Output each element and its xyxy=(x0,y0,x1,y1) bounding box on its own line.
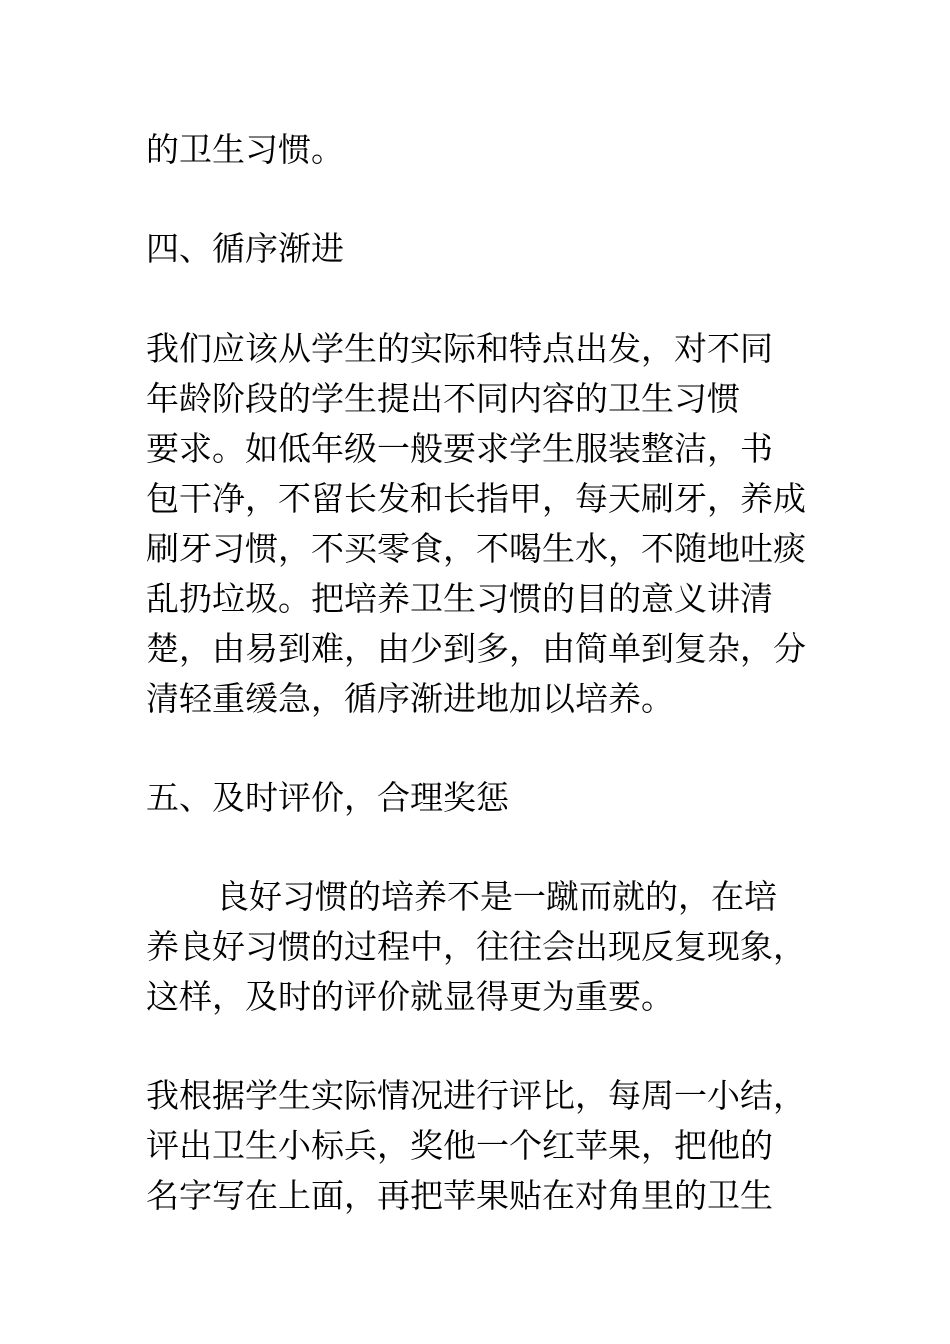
paragraph-line: 要求。如低年级一般要求学生服装整洁，书 xyxy=(146,429,773,468)
paragraph-line: 良好习惯的培养不是一蹴而就的，在培 xyxy=(216,877,777,916)
paragraph-line: 楚，由易到难，由少到多，由简单到复杂，分 xyxy=(146,629,806,668)
paragraph-line: 年龄阶段的学生提出不同内容的卫生习惯 xyxy=(146,379,740,418)
paragraph-line: 乱扔垃圾。把培养卫生习惯的目的意义讲清 xyxy=(146,579,773,618)
paragraph-line: 养良好习惯的过程中，往往会出现反复现象， xyxy=(146,927,806,966)
paragraph-line: 的卫生习惯。 xyxy=(146,130,344,169)
paragraph-line: 我根据学生实际情况进行评比，每周一小结， xyxy=(146,1076,806,1115)
paragraph-line: 评出卫生小标兵，奖他一个红苹果，把他的 xyxy=(146,1126,773,1165)
paragraph-line: 名字写在上面，再把苹果贴在对角里的卫生 xyxy=(146,1176,773,1215)
paragraph-line: 我们应该从学生的实际和特点出发，对不同 xyxy=(146,329,773,368)
paragraph-line: 这样，及时的评价就显得更为重要。 xyxy=(146,977,674,1016)
paragraph-line: 刷牙习惯，不买零食，不喝生水，不随地吐痰 xyxy=(146,529,806,568)
section-heading-4: 四、循序渐进 xyxy=(146,229,344,268)
paragraph-line: 清轻重缓急，循序渐进地加以培养。 xyxy=(146,679,674,718)
section-heading-5: 五、及时评价，合理奖惩 xyxy=(146,778,509,817)
paragraph-line: 包干净，不留长发和长指甲，每天刷牙，养成 xyxy=(146,479,806,518)
